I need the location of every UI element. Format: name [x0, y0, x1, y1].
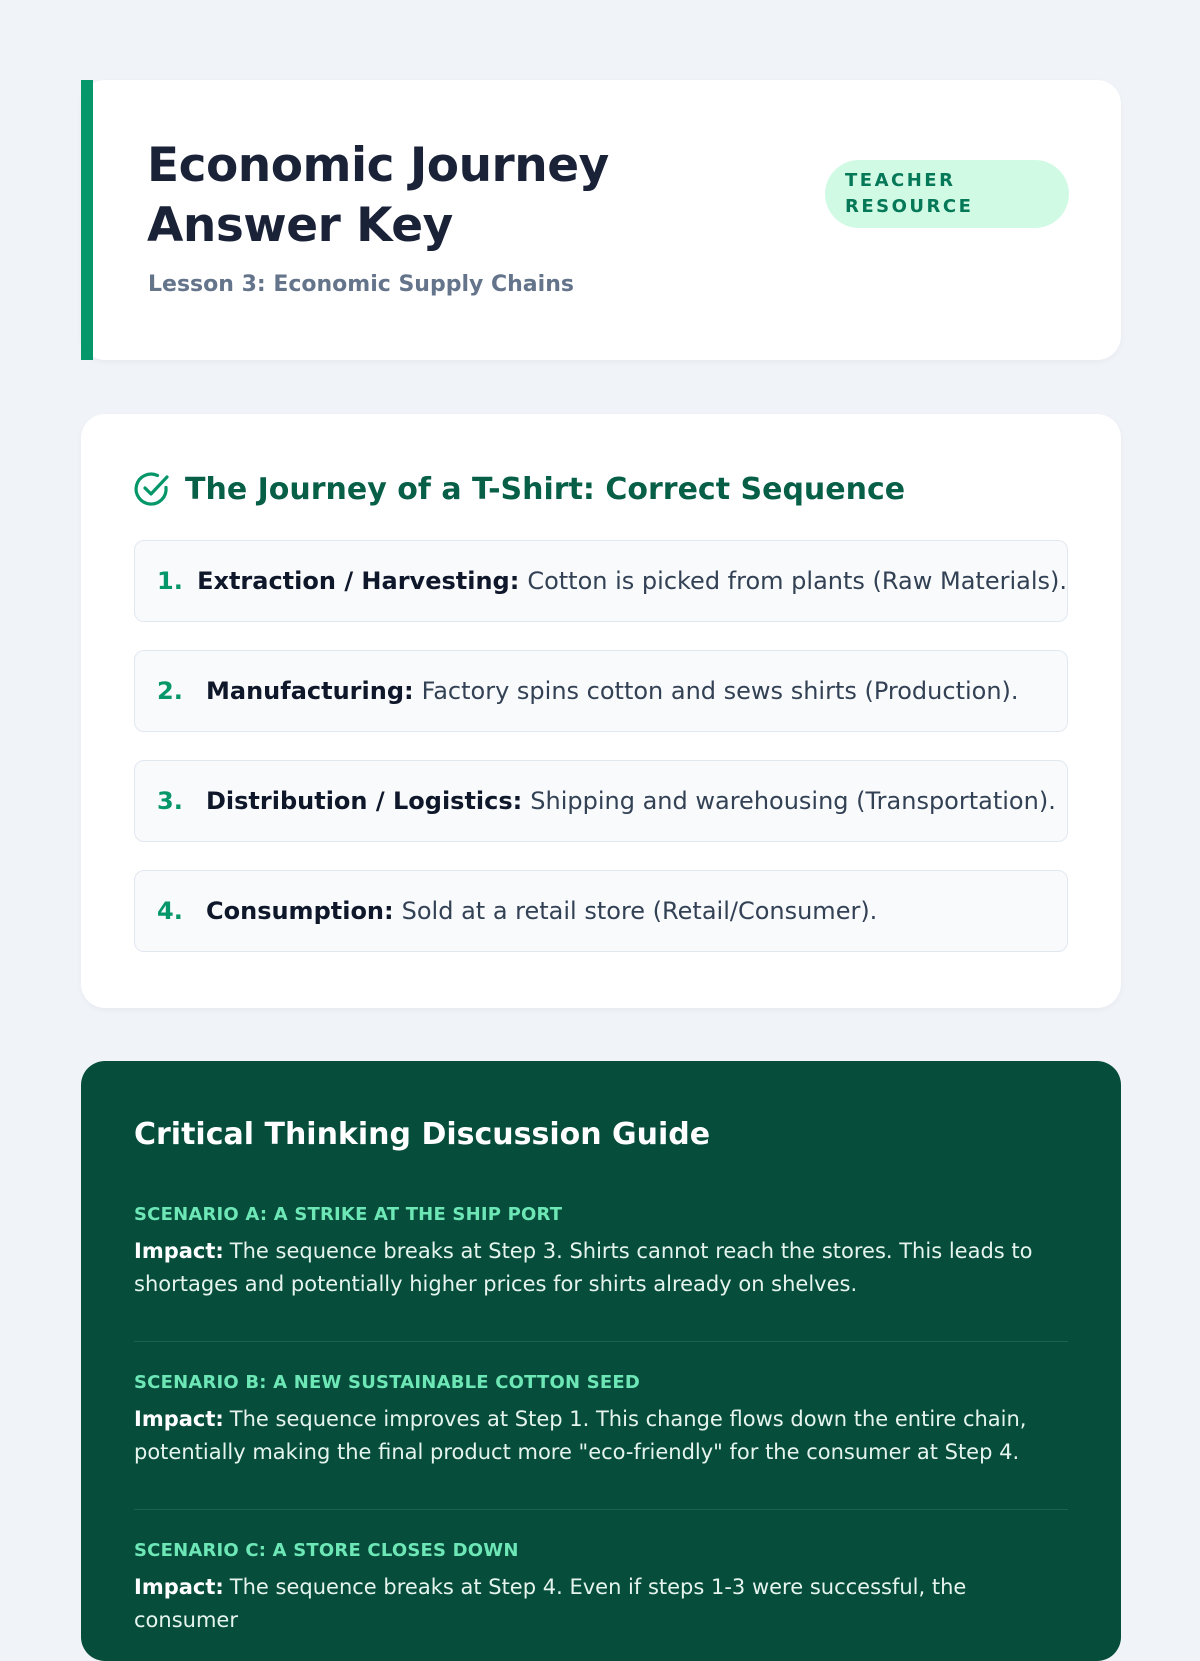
sequence-step-1 [134, 540, 1068, 622]
step-number: 1. [157, 567, 183, 595]
scenario-label: SCENARIO C: A STORE CLOSES DOWN [134, 1540, 519, 1561]
step-number: 4. [157, 897, 183, 925]
guide-title: Critical Thinking Discussion Guide [134, 1117, 711, 1152]
page-subtitle: Lesson 3: Economic Supply Chains [148, 272, 574, 297]
page-title: Economic Journey Answer Key [147, 138, 609, 253]
impact-text: The sequence breaks at Step 4. Even if steps 1-3 were successful, the consumer [134, 1575, 967, 1632]
sequence-heading [133, 470, 905, 508]
step-description: Sold at a retail store (Retail/Consumer). [401, 897, 878, 925]
scenario-a [134, 1204, 1068, 1301]
scenario-b [134, 1372, 1068, 1469]
step-label: Consumption: [206, 897, 394, 925]
step-number: 3. [157, 787, 183, 815]
step-description: Factory spins cotton and sews shirts (Production). [421, 677, 1019, 705]
step-label: Manufacturing: [206, 677, 414, 705]
sequence-step-4 [134, 870, 1068, 952]
header-card [81, 80, 1121, 360]
scenario-impact [134, 1403, 1068, 1469]
scenario-label: SCENARIO A: A STRIKE AT THE SHIP PORT [134, 1204, 563, 1225]
discussion-guide-card [81, 1061, 1121, 1661]
scenario-impact [134, 1571, 1068, 1637]
step-description: Shipping and warehousing (Transportation). [530, 787, 1056, 815]
step-label: Extraction / Harvesting: [197, 567, 520, 595]
header-accent-bar [81, 80, 93, 360]
impact-text: The sequence breaks at Step 3. Shirts cannot reach the stores. This leads to shortages and potentially higher prices for shirts already on shelves. [134, 1239, 1033, 1296]
scenario-c [134, 1540, 1068, 1637]
impact-label: Impact: [134, 1407, 224, 1431]
sequence-step-2 [134, 650, 1068, 732]
step-description: Cotton is picked from plants (Raw Materials). [527, 567, 1067, 595]
teacher-resource-badge: TEACHER RESOURCE [825, 160, 1069, 228]
check-circle-icon [133, 470, 171, 508]
scenario-divider [134, 1341, 1068, 1342]
step-number: 2. [157, 677, 183, 705]
sequence-step-3 [134, 760, 1068, 842]
scenario-label: SCENARIO B: A NEW SUSTAINABLE COTTON SEED [134, 1372, 641, 1393]
impact-text: The sequence improves at Step 1. This change flows down the entire chain, potentially making the final product more "eco-friendly" for the consumer at Step 4. [134, 1407, 1027, 1464]
scenario-impact [134, 1235, 1068, 1301]
scenario-divider [134, 1509, 1068, 1510]
sequence-card [81, 414, 1121, 1008]
impact-label: Impact: [134, 1575, 224, 1599]
sequence-title: The Journey of a T-Shirt: Correct Sequence [185, 471, 906, 507]
step-label: Distribution / Logistics: [206, 787, 523, 815]
impact-label: Impact: [134, 1239, 224, 1263]
